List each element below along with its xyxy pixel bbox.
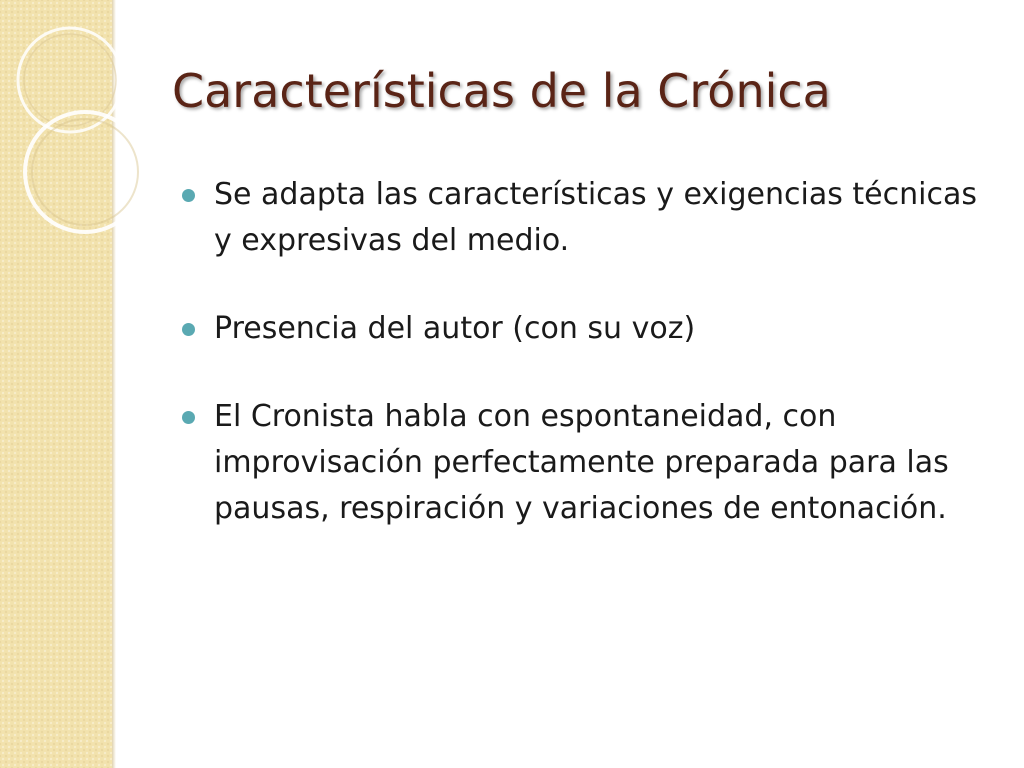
bullet-dot-icon <box>182 411 195 424</box>
bullet-text: El Cronista habla con espontaneidad, con improvisación perfectamente preparada para las pausas, respiración y variaciones de entonación. <box>214 399 949 526</box>
slide-title: Características de la Crónica <box>172 64 831 118</box>
bullet-list <box>182 172 992 532</box>
bullet-item <box>182 172 992 264</box>
decorative-ring-middle-inner <box>32 119 138 225</box>
bullet-dot-icon <box>182 189 195 202</box>
bullet-dot-icon <box>182 323 195 336</box>
bullet-text: Se adapta las características y exigencias técnicas y expresivas del medio. <box>214 177 977 258</box>
bullet-item <box>182 394 992 532</box>
bullet-item <box>182 306 992 352</box>
decorative-rings <box>0 0 180 300</box>
bullet-text: Presencia del autor (con su voz) <box>214 311 696 346</box>
